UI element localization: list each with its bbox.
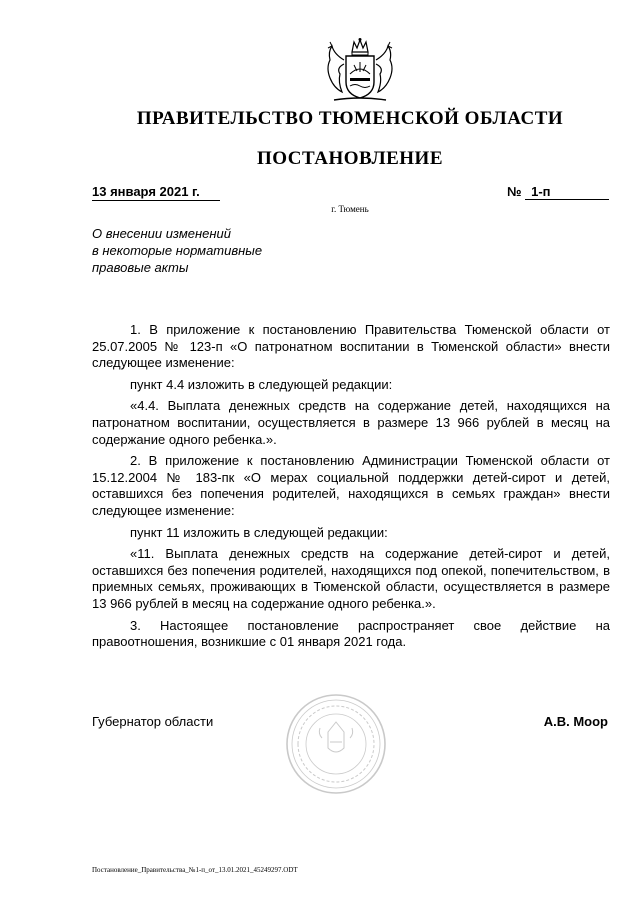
body-paragraph: 2. В приложение к постановлению Администрации Тюменской области от 15.12.2004 № 183-пк «О мерах социальной поддержки детей-сирот и детей, оставшихся без попечения родителей, находящихся в семьях граждан» внести следующее изменение:: [92, 453, 610, 518]
file-name-footer: Постановление_Правительства_№1-п_от_13.01.2021_45249297.ODT: [92, 866, 298, 874]
document-subject: [92, 225, 312, 276]
document-date: 13 января 2021 г.: [92, 184, 220, 201]
document-type-title: ПОСТАНОВЛЕНИЕ: [256, 148, 444, 169]
number-value: 1-п: [525, 184, 609, 200]
body-paragraph: 1. В приложение к постановлению Правительства Тюменской области от 25.07.2005 № 123-п «О патронатном воспитании в Тюменской области» внести следующее изменение:: [92, 322, 610, 371]
subject-line: в некоторые нормативные: [92, 243, 263, 258]
body-paragraph: «4.4. Выплата денежных средств на содержание детей, находящихся на патронатном воспитании, осуществляется в размере 13 966 рублей в месяц на содержание одного ребенка.».: [92, 398, 610, 447]
body-paragraph: 3. Настоящее постановление распространяет свое действие на правоотношения, возникшие с 01 января 2021 года.: [92, 617, 610, 650]
body-paragraph: пункт 4.4 изложить в следующей редакции:: [130, 376, 393, 392]
body-paragraph: «11. Выплата денежных средств на содержание детей-сирот и детей, оставшихся без попечения родителей, находящихся под опекой, попечительством, в приемных семьях, проживающих в Тюменской области, осуществляется в размере 13 966 рублей в месяц на содержание одного ребенка.».: [92, 546, 610, 611]
signatory-name: А.В. Моор: [543, 714, 608, 729]
body-paragraph: пункт 11 изложить в следующей редакции:: [130, 524, 388, 540]
document-number: [507, 184, 609, 200]
signatory-role: Губернатор области: [92, 714, 214, 729]
government-title: ПРАВИТЕЛЬСТВО ТЮМЕНСКОЙ ОБЛАСТИ: [136, 108, 564, 129]
coat-of-arms-icon: [316, 38, 404, 106]
document-body: [92, 322, 610, 656]
subject-line: правовые акты: [92, 260, 189, 275]
city-label: г. Тюмень: [331, 204, 369, 214]
number-label: №: [507, 184, 522, 199]
subject-line: О внесении изменений: [92, 226, 231, 241]
official-seal-stamp: [284, 692, 388, 796]
